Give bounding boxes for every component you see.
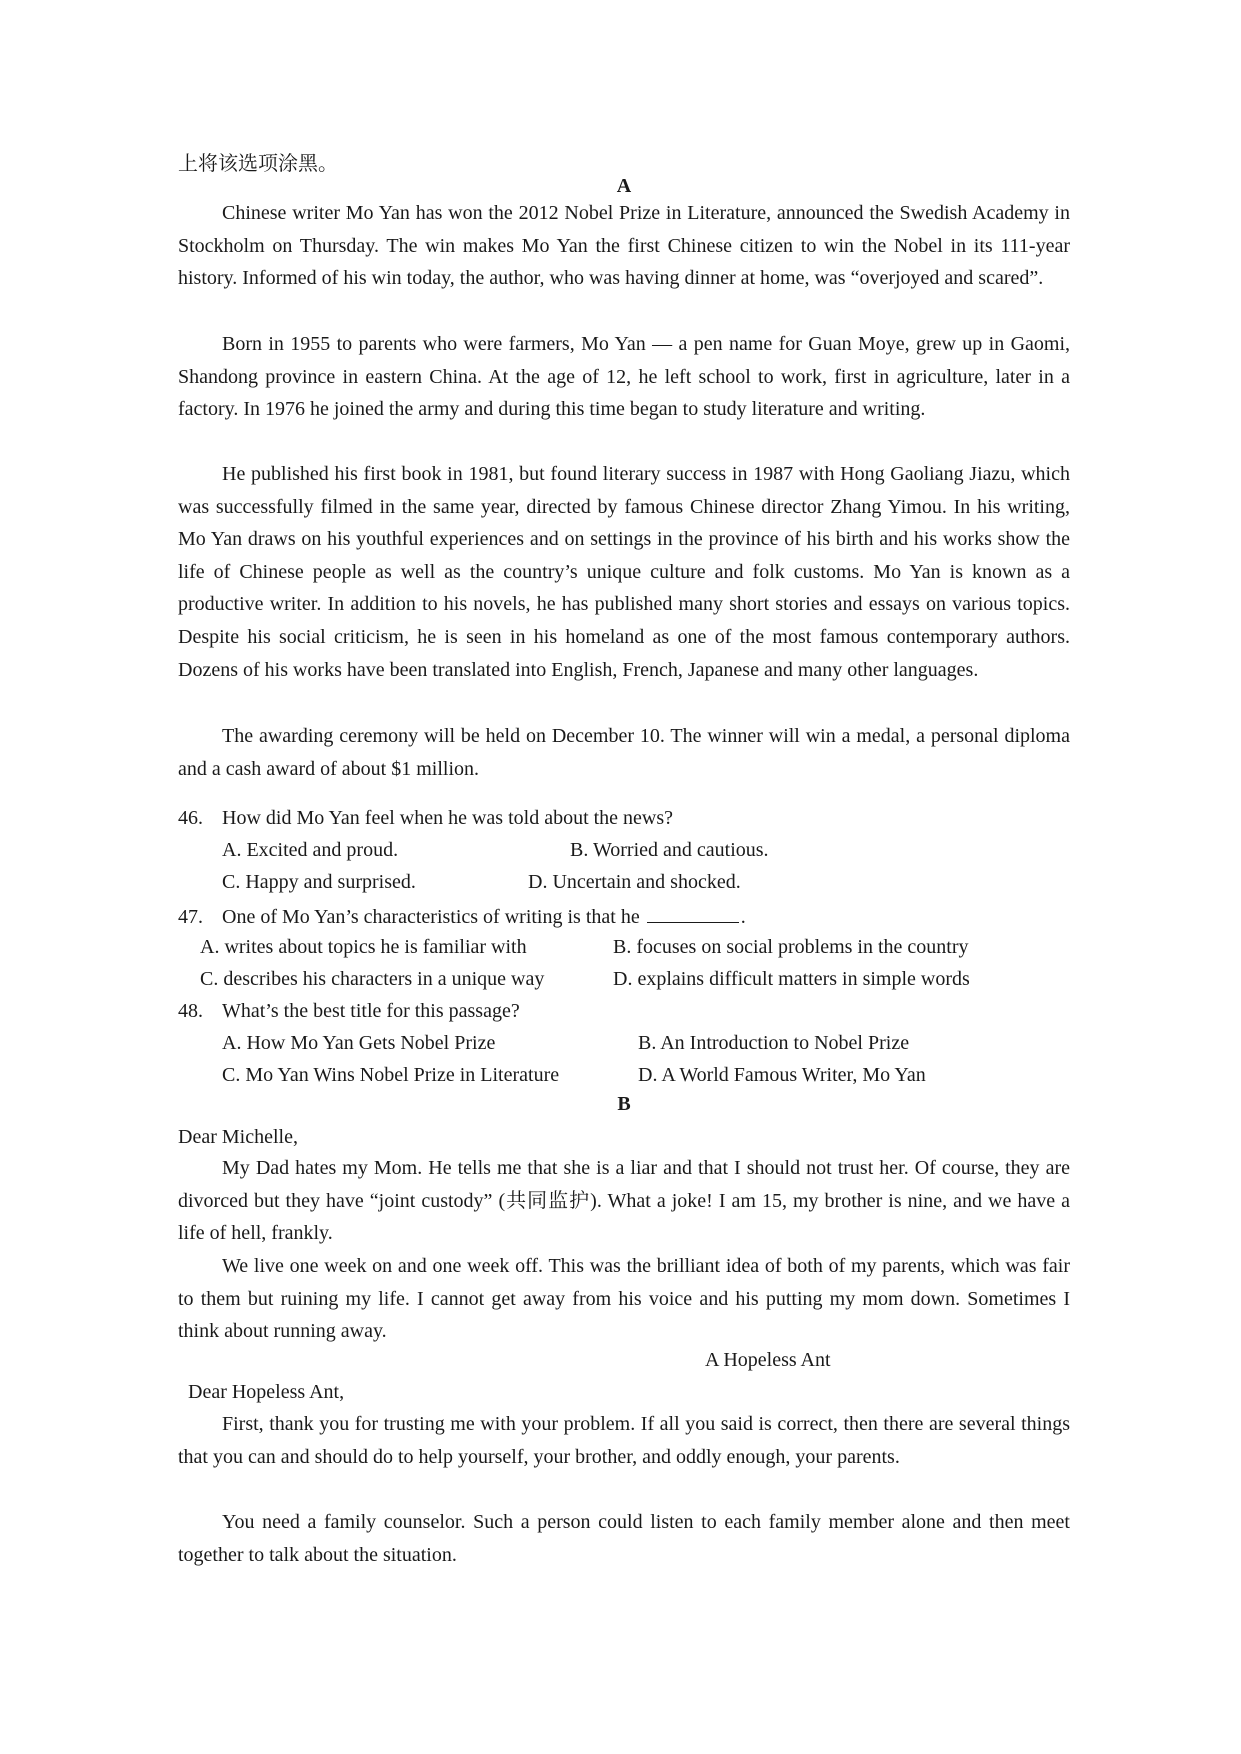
passage-a-paragraph-4: The awarding ceremony will be held on December 10. The winner will win a medal, a personal diploma and a cash award of about $1 million. bbox=[178, 725, 1070, 780]
option-48a: A. How Mo Yan Gets Nobel Prize bbox=[222, 1032, 496, 1054]
letter-2-greeting: Dear Hopeless Ant, bbox=[188, 1381, 345, 1403]
section-b-heading-text: B bbox=[617, 1093, 631, 1115]
section-a-heading: A bbox=[616, 175, 632, 197]
option-47d: D. explains difficult matters in simple words bbox=[613, 968, 970, 990]
letter-1-paragraph-2: We live one week on and one week off. This was the brilliant idea of both of my parents, which was fair to them but ruining my life. I cannot get away from his voice and his putting my mom down. Sometimes I think about running away. bbox=[178, 1255, 1070, 1343]
question-number: 46. bbox=[178, 807, 203, 829]
question-text: What’s the best title for this passage? bbox=[222, 1000, 520, 1022]
passage-a-paragraph-3: He published his first book in 1981, but found literary success in 1987 with Hong Gaoliang Jiazu, which was successfully filmed in the same year, directed by famous Chinese director Zhang Yimou. In his writing, Mo Yan draws on his youthful experiences and on settings in the province of his birth and his works show the life of Chinese people as well as the country’s unique culture and folk customs. Mo Yan is known as a productive writer. In addition to his novels, he has published many short stories and essays on various topics. Despite his social criticism, he is seen in his homeland as one of the most famous contemporary authors. Dozens of his works have been translated into English, French, Japanese and many other languages. bbox=[178, 463, 1070, 681]
letter-1-paragraph-1: My Dad hates my Mom. He tells me that she is a liar and that I should not trust her. Of course, they are divorced but they have “joint custody” (共同监护). What a joke! I am 15, my brother is nine, and we have a life of hell, frankly. bbox=[178, 1157, 1070, 1245]
passage-a-paragraph-2: Born in 1955 to parents who were farmers, Mo Yan — a pen name for Guan Moye, grew up in Gaomi, Shandong province in eastern China. At the age of 12, he left school to work, first in agriculture, later in a factory. In 1976 he joined the army and during this time began to study literature and writing. bbox=[178, 333, 1070, 421]
option-48c: C. Mo Yan Wins Nobel Prize in Literature bbox=[222, 1064, 560, 1086]
option-48b: B. An Introduction to Nobel Prize bbox=[638, 1032, 910, 1054]
letter-2-paragraph-1: First, thank you for trusting me with your problem. If all you said is correct, then there are several things that you can and should do to help yourself, your brother, and oddly enough, your parents. bbox=[178, 1413, 1070, 1468]
option-46c: C. Happy and surprised. bbox=[222, 871, 416, 893]
question-number: 47. bbox=[178, 906, 203, 928]
letter-2-paragraph-2: You need a family counselor. Such a person could listen to each family member alone and then meet together to talk about the situation. bbox=[178, 1511, 1070, 1566]
question-text-end: . bbox=[740, 906, 746, 928]
passage-a-paragraph-1: Chinese writer Mo Yan has won the 2012 Nobel Prize in Literature, announced the Swedish Academy in Stockholm on Thursday. The win makes Mo Yan the first Chinese citizen to win the Nobel in its 111-year history. Informed of his win today, the author, who was having dinner at home, was “overjoyed and scared”. bbox=[178, 202, 1070, 290]
option-48d: D. A World Famous Writer, Mo Yan bbox=[638, 1064, 926, 1086]
section-b-heading bbox=[178, 1093, 1070, 1116]
option-47b: B. focuses on social problems in the country bbox=[613, 936, 969, 958]
answer-blank bbox=[647, 904, 739, 923]
question-text: One of Mo Yan’s characteristics of writing is that he bbox=[222, 906, 640, 928]
question-47 bbox=[178, 904, 746, 929]
question-46 bbox=[178, 807, 673, 830]
option-47a: A. writes about topics he is familiar with bbox=[200, 936, 527, 958]
option-46b: B. Worried and cautious. bbox=[570, 839, 769, 861]
question-text: How did Mo Yan feel when he was told about the news? bbox=[222, 807, 674, 829]
letter-1-greeting: Dear Michelle, bbox=[178, 1126, 298, 1148]
option-46a: A. Excited and proud. bbox=[222, 839, 399, 861]
instruction-text: 上将该选项涂黑。 bbox=[178, 153, 338, 175]
letter-1-signature: A Hopeless Ant bbox=[705, 1349, 831, 1371]
option-47c: C. describes his characters in a unique way bbox=[200, 968, 545, 990]
option-46d: D. Uncertain and shocked. bbox=[528, 871, 741, 893]
question-48 bbox=[178, 1000, 520, 1023]
question-number: 48. bbox=[178, 1000, 203, 1022]
